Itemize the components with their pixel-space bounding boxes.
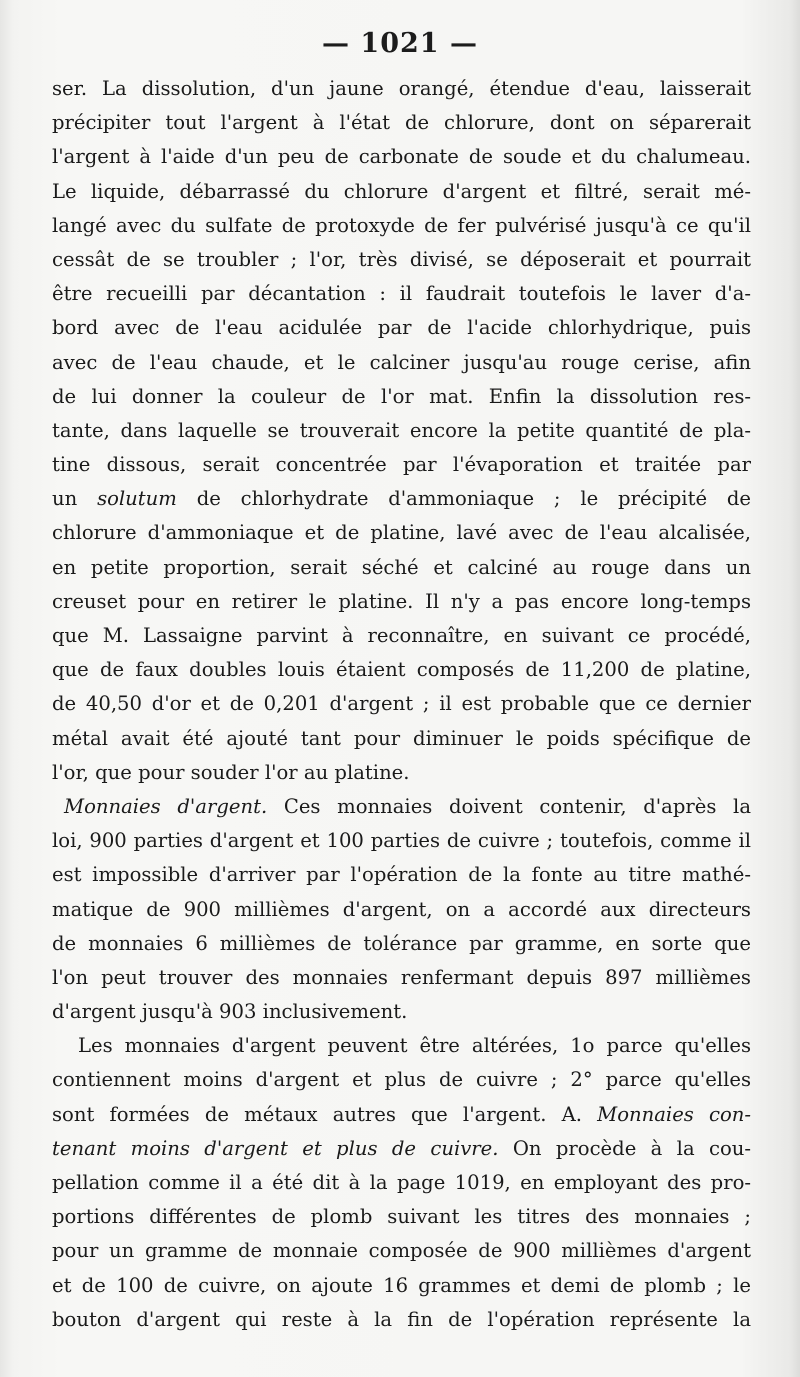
text-line	[52, 1234, 751, 1268]
line-text: de lui donner la couleur de l'or mat. Enfin la dissolution res-	[52, 384, 751, 408]
line-text: bord avec de l'eau acidulée par de l'acide chlorhydrique, puis	[52, 316, 751, 340]
text-line	[52, 482, 751, 516]
line-text: portions différentes de plomb suivant les titres des monnaies ;	[52, 1205, 751, 1229]
line-text: que de faux doubles louis étaient composés de 11,200 de platine,	[52, 658, 751, 682]
text-line	[52, 516, 751, 550]
text-line	[52, 585, 751, 619]
line-text: de monnaies 6 millièmes de tolérance par gramme, en sorte que	[52, 931, 751, 955]
text-line	[52, 311, 751, 345]
line-text-after: Ces monnaies doivent contenir, d'après la	[267, 794, 751, 818]
text-line	[52, 927, 751, 961]
text-line	[52, 140, 751, 174]
line-text: de 40,50 d'or et de 0,201 d'argent ; il est probable que ce dernier	[52, 692, 751, 716]
line-text: l'on peut trouver des monnaies renfermant depuis 897 millièmes	[52, 965, 751, 989]
italic-term: Monnaies con-	[597, 1102, 751, 1126]
line-text-before: un	[52, 487, 98, 511]
italic-term: Monnaies d'argent.	[64, 794, 268, 818]
text-line	[52, 175, 751, 209]
text-line	[52, 756, 751, 790]
text-line	[52, 277, 751, 311]
text-line	[52, 619, 751, 653]
line-text: en petite proportion, serait séché et calciné au rouge dans un	[52, 555, 751, 579]
text-line	[52, 448, 751, 482]
text-line	[52, 824, 751, 858]
text-line	[52, 551, 751, 585]
text-line	[52, 1029, 751, 1063]
text-line	[52, 893, 751, 927]
text-line	[52, 687, 751, 721]
line-text: précipiter tout l'argent à l'état de chlorure, dont on séparerait	[52, 111, 751, 135]
line-text: l'or, que pour souder l'or au platine.	[52, 760, 410, 784]
line-text: pour un gramme de monnaie composée de 900 millièmes d'argent	[52, 1239, 751, 1263]
text-line	[52, 380, 751, 414]
line-text: est impossible d'arriver par l'opération de la fonte au titre mathé-	[52, 863, 751, 887]
line-text: creuset pour en retirer le platine. Il n'y a pas encore long-temps	[52, 589, 751, 613]
text-line	[52, 1303, 751, 1337]
italic-term: solutum	[97, 487, 177, 511]
text-line	[52, 209, 751, 243]
line-text: contiennent moins d'argent et plus de cuivre ; 2° parce qu'elles	[52, 1068, 751, 1092]
text-line	[52, 346, 751, 380]
line-text: métal avait été ajouté tant pour diminuer le poids spécifique de	[52, 726, 751, 750]
body-text	[52, 72, 751, 1337]
line-text-before: sont formées de métaux autres que l'argent. A.	[52, 1102, 598, 1126]
line-text: loi, 900 parties d'argent et 100 parties de cuivre ; toutefois, comme il	[52, 829, 751, 853]
text-line	[52, 961, 751, 995]
line-text: cessât de se troubler ; l'or, très divisé, se déposerait et pourrait	[52, 247, 751, 271]
text-line	[52, 995, 751, 1029]
line-text-after: de chlorhydrate d'ammoniaque ; le précipité de	[176, 487, 751, 511]
text-line	[52, 722, 751, 756]
text-line	[52, 1200, 751, 1234]
page-number: — 1021 —	[322, 28, 478, 59]
line-text: matique de 900 millièmes d'argent, on a accordé aux directeurs	[52, 897, 751, 921]
line-text: ser. La dissolution, d'un jaune orangé, étendue d'eau, laisserait	[52, 77, 751, 100]
line-text-after: On procède à la cou-	[498, 1136, 751, 1160]
text-line	[52, 790, 751, 824]
text-line	[52, 1063, 751, 1097]
line-text: d'argent jusqu'à 903 inclusivement.	[52, 1000, 408, 1024]
line-text: pellation comme il a été dit à la page 1019, en employant des pro-	[52, 1171, 751, 1194]
text-line	[52, 1166, 751, 1200]
text-line	[52, 1269, 751, 1303]
line-text: tine dissous, serait concentrée par l'évaporation et traitée par	[52, 453, 751, 477]
text-line	[52, 653, 751, 687]
line-text: que M. Lassaigne parvint à reconnaître, en suivant ce procédé,	[52, 624, 751, 647]
line-text: être recueilli par décantation : il faudrait toutefois le laver d'a-	[52, 282, 751, 306]
line-text: chlorure d'ammoniaque et de platine, lavé avec de l'eau alcalisée,	[52, 521, 751, 545]
line-text: l'argent à l'aide d'un peu de carbonate de soude et du chalumeau.	[52, 145, 751, 169]
line-text: langé avec du sulfate de protoxyde de fer pulvérisé jusqu'à ce qu'il	[52, 213, 751, 237]
text-line	[52, 858, 751, 892]
text-line	[52, 72, 751, 106]
italic-term: tenant moins d'argent et plus de cuivre.	[52, 1136, 499, 1160]
line-text: Le liquide, débarrassé du chlorure d'argent et filtré, serait mé-	[52, 179, 751, 203]
text-line	[52, 243, 751, 277]
line-text: tante, dans laquelle se trouverait encore la petite quantité de pla-	[52, 418, 751, 442]
text-line	[52, 1098, 751, 1132]
line-text: bouton d'argent qui reste à la fin de l'opération représente la	[52, 1307, 751, 1331]
text-line	[52, 414, 751, 448]
text-line	[52, 1132, 751, 1166]
text-line	[52, 106, 751, 140]
line-text: et de 100 de cuivre, on ajoute 16 grammes et demi de plomb ; le	[52, 1273, 751, 1297]
line-text: avec de l'eau chaude, et le calciner jusqu'au rouge cerise, afin	[52, 350, 751, 374]
line-text: Les monnaies d'argent peuvent être altérées, 1o parce qu'elles	[78, 1034, 751, 1058]
